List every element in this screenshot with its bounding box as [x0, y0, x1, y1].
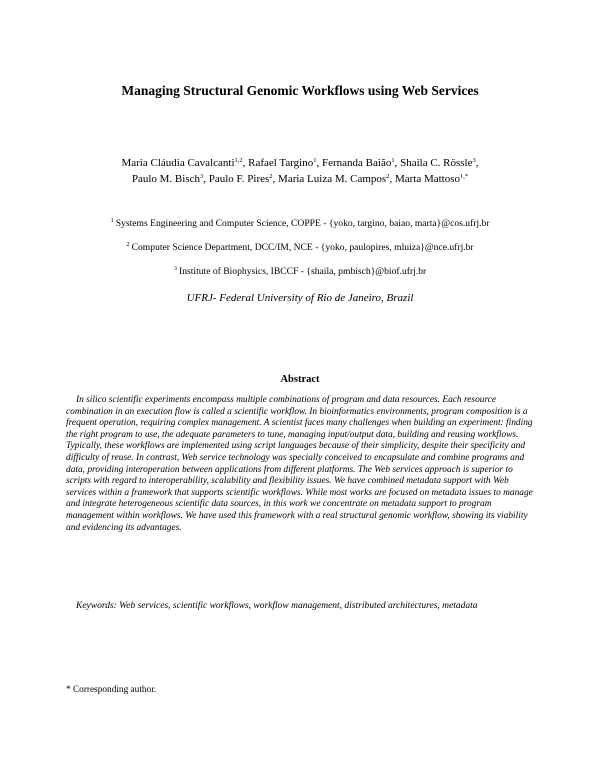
- affiliation-3: $^3$ Institute of Biophysics, IBCCF - {shaila, pmbisch}@biof.ufrj.br: [173, 265, 427, 277]
- author: Shaila C. Rössle$^3$,: [400, 157, 479, 169]
- footnote: * Corresponding author.: [66, 685, 157, 695]
- affiliation-2: $^2$ Computer Science Department, DCC/IM, NCE - {yoko, paulopires, mluiza}@nce.ufrj.br: [126, 241, 474, 253]
- author: Maria Luiza M. Campos$^2$,: [278, 173, 395, 185]
- author-list: [40, 155, 560, 187]
- author: Marta Mattoso$^{1,*}$: [394, 173, 469, 185]
- university: UFRJ- Federal University of Rio de Janeiro, Brazil: [186, 292, 414, 304]
- author: Fernanda Baião$^1$,: [321, 157, 401, 169]
- author: Paulo F. Pires$^2$,: [208, 173, 279, 185]
- author: Maria Cláudia Cavalcanti$^{1,2}$,: [121, 157, 249, 169]
- keywords: Keywords: Web services, scientific workflows, workflow management, distributed architectures, metadata: [76, 601, 478, 611]
- abstract-body: In silico scientific experiments encompass multiple combinations of program and data resources. Each resource combination in an execution flow is called a scientific workflow. In bioinformatics environments, program composition is a frequent operation, requiring complex management. A scientist faces many challenges when building an experiment: finding the right program to use, the adequate parameters to tune, managing input/output data, building and reusing workflows. Typically, these workflows are implemented using script languages because of their simplicity, despite their specificity and difficulty of reuse. In contrast, Web service technology was specially conceived to encapsulate and combine programs and data, providing interoperation between applications from different platforms. The Web services approach is superior to scripts with regard to interoperability, scalability and flexibility issues. We have combined metadata support with Web services within a framework that supports scientific workflows. While most works are focused on metadata issues to manage and integrate heterogeneous scientific data sources, in this work we concentrate on metadata support to program management within workflows. We have used this framework with a real structural genomic workflow, showing its viability and evidencing its advantages.: [66, 395, 533, 533]
- affiliation-1: $^1$ Systems Engineering and Computer Science, COPPE - {yoko, targino, baiao, marta}@cos.ufrj.br: [110, 217, 490, 229]
- paper-title: Managing Structural Genomic Workflows using Web Services: [121, 83, 479, 98]
- author: Paulo M. Bisch$^3$,: [131, 173, 209, 185]
- author: Rafael Targino$^1$,: [248, 157, 322, 169]
- abstract-heading: Abstract: [280, 374, 320, 385]
